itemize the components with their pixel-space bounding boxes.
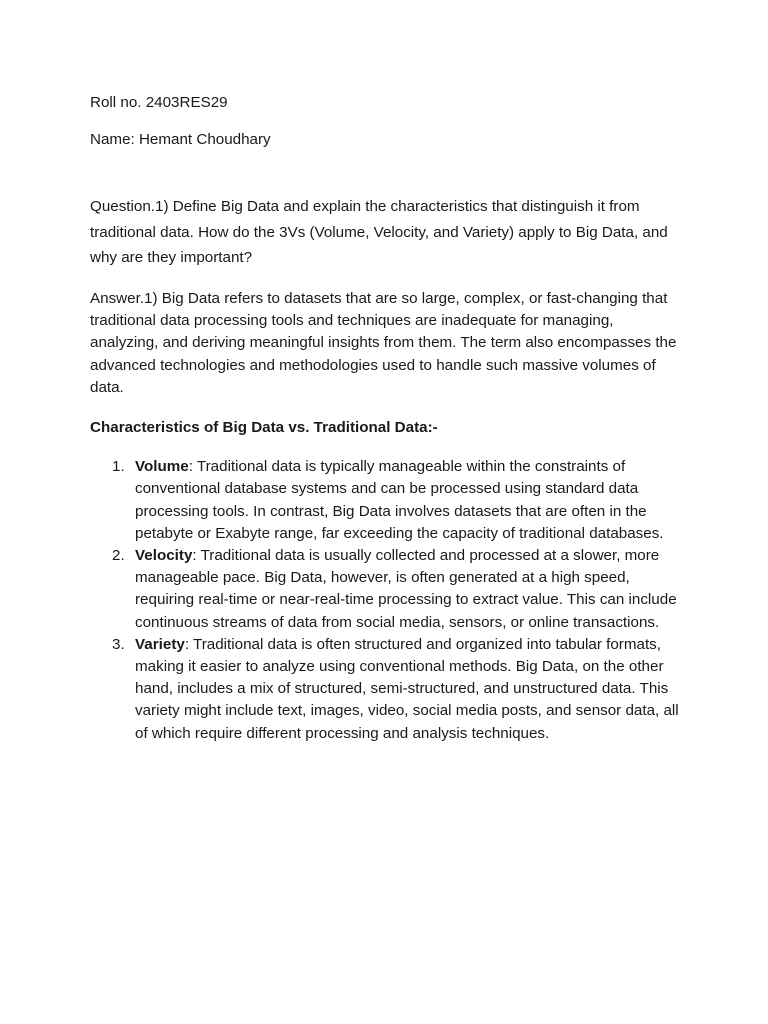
list-item [90,545,680,634]
list-item-term: Variety [135,635,185,653]
student-name: Name: Hemant Choudhary [90,131,271,149]
list-item-term: Volume [135,458,189,476]
answer-text: Answer.1) Big Data refers to datasets that are so large, complex, or fast-changing that traditional data processing tools and techniques are inadequate for managing, analyzing, and deriving meaningful insights from them. The term also encompasses the advanced technologies and methodologies used to handle such massive volumes of data. [90,289,677,396]
characteristics-list [90,456,680,745]
question-text: Question.1) Define Big Data and explain the characteristics that distinguish it from traditional data. How do the 3Vs (Volume, Velocity, and Variety) apply to Big Data, and why are they important? [90,198,668,267]
list-item-text: : Traditional data is typically manageable within the constraints of conventional database systems and can be processed using standard data processing tools. In contrast, Big Data involves datasets that are often in the petabyte or Exabyte range, far exceeding the capacity of traditional databases. [135,458,664,542]
list-item-text: : Traditional data is usually collected and processed at a slower, more manageable pace. Big Data, however, is often generated at a high speed, requiring real-time or near-real-time processing to extract value. This can include continuous streams of data from social media, sensors, or online transactions. [135,546,677,631]
list-item [90,634,680,745]
list-item-number: 3. [112,635,125,653]
roll-number: Roll no. 2403RES29 [90,94,228,111]
list-item [90,456,680,545]
list-item-term: Velocity [135,546,193,564]
section-heading: Characteristics of Big Data vs. Traditional Data:- [90,418,438,436]
document-content [90,92,680,745]
list-item-number: 2. [112,546,125,564]
list-item-text: : Traditional data is often structured and organized into tabular formats, making it easier to analyze using conventional methods. Big Data, on the other hand, includes a mix of structured, semi-structured, and unstructured data. This variety might include text, images, video, social media posts, and sensor data, all of which require different processing and analysis techniques. [135,635,679,742]
list-item-number: 1. [112,458,125,476]
